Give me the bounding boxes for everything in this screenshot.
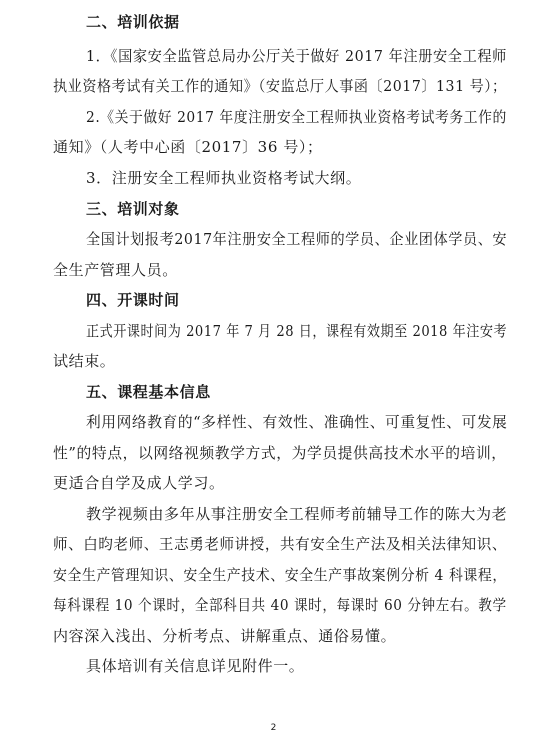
paragraph-line: 安全生产管理知识、安全生产技术、安全生产事故案例分析 4 科课程， [53,566,507,584]
paragraph-line: 执业资格考试有关工作的通知》（安监总厅人事函〔2017〕131 号）； [53,77,507,95]
paragraph-line: 性”的特点，以网络视频教学方式，为学员提供高技术水平的培训， [53,444,507,462]
paragraph-line: 试结束。 [53,352,116,370]
paragraph-line: 师、白昀老师、王志勇老师讲授，共有安全生产法及相关法律知识、 [53,535,508,553]
paragraph-line: 3．注册安全工程师执业资格考试大纲。 [86,169,362,187]
paragraph-line: 每科课程 10 个课时，全部科目共 40 课时，每课时 60 分钟左右。教学 [53,596,507,614]
paragraph-line: 全国计划报考2017年注册安全工程师的学员、企业团体学员、安 [86,230,508,248]
paragraph-line: 通知》（人考中心函〔2017〕36 号）； [53,138,323,156]
section-heading-schedule: 四、开课时间 [86,291,180,309]
paragraph-line: 正式开课时间为 2017 年 7 月 28 日，课程有效期至 2018 年注安考 [86,322,508,340]
paragraph-line: 1．《国家安全监管总局办公厅关于做好 2017 年注册安全工程师 [86,47,507,65]
paragraph-line: 更适合自学及成人学习。 [53,474,225,492]
paragraph-line: 全生产管理人员。 [53,261,178,279]
paragraph-line: 2.《关于做好 2017 年度注册安全工程师执业资格考试考务工作的 [86,108,507,126]
section-heading-audience: 三、培训对象 [86,200,180,218]
paragraph-line: 内容深入浅出、分析考点、讲解重点、通俗易懂。 [53,627,397,645]
paragraph-line: 教学视频由多年从事注册安全工程师考前辅导工作的陈大为老 [86,505,508,523]
paragraph-line: 具体培训有关信息详见附件一。 [86,657,305,675]
page-number: 2 [270,723,277,733]
section-heading-course-info: 五、课程基本信息 [86,383,211,401]
section-heading-basis: 二、培训依据 [86,13,180,31]
paragraph-line: 利用网络教育的“多样性、有效性、准确性、可重复性、可发展 [86,413,508,431]
